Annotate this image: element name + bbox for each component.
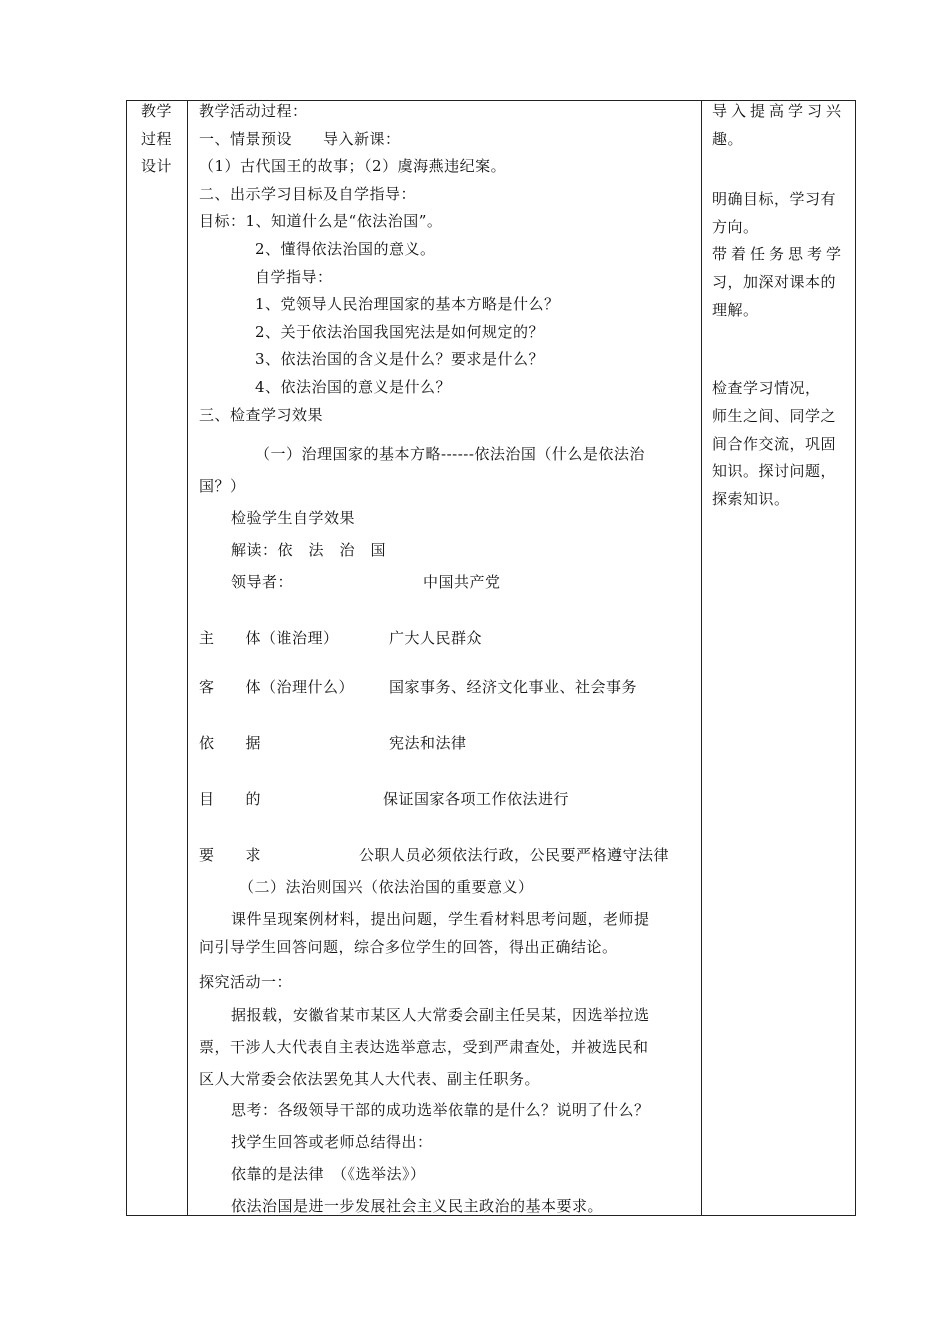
note-line: 探索知识。 bbox=[712, 490, 790, 508]
term-label: 客 体（治理什么） bbox=[199, 678, 355, 696]
term-label: 目 的 bbox=[199, 790, 262, 808]
paragraph-line: 国？） bbox=[199, 477, 246, 495]
term-value: 国家事务、经济文化事业、社会事务 bbox=[389, 678, 638, 696]
text-line: 检验学生自学效果 bbox=[231, 509, 356, 527]
note-line: 方向。 bbox=[712, 218, 759, 236]
left-col-label: 过程 bbox=[141, 130, 173, 148]
note-line: 带着任务思考学 bbox=[712, 245, 846, 263]
column-divider bbox=[701, 101, 702, 1215]
term-value: 保证国家各项工作依法进行 bbox=[383, 790, 570, 808]
term-value: 公职人员必须依法行政，公民要严格遵守法律 bbox=[359, 846, 670, 864]
paragraph-line: 问引导学生回答问题，综合多位学生的回答，得出正确结论。 bbox=[199, 938, 618, 956]
column-divider bbox=[187, 101, 188, 1215]
term-value: 广大人民群众 bbox=[389, 629, 483, 647]
goal-item: 2、懂得依法治国的意义。 bbox=[255, 240, 436, 258]
section-title: 一、情景预设 导入新课： bbox=[199, 130, 401, 148]
note-line: 导入提高学习兴 bbox=[712, 102, 846, 120]
guide-item: 4、依法治国的意义是什么？ bbox=[255, 378, 452, 396]
note-line: 习，加深对课本的 bbox=[712, 273, 837, 291]
section-heading: 教学活动过程： bbox=[199, 102, 308, 120]
paragraph-line: 依靠的是法律 （《选举法》） bbox=[231, 1165, 426, 1183]
term-label: 依 据 bbox=[199, 734, 262, 752]
paragraph-line: 票，干涉人大代表自主表达选举意志，受到严肃查处，并被选民和 bbox=[199, 1038, 649, 1056]
lesson-table bbox=[126, 100, 856, 1216]
term-label: 要 求 bbox=[199, 846, 262, 864]
paragraph-line: 找学生回答或老师总结得出： bbox=[231, 1133, 433, 1151]
term-value: 中国共产党 bbox=[423, 573, 501, 591]
term-label: 主 体（谁治理） bbox=[199, 629, 339, 647]
left-col-label: 设计 bbox=[141, 157, 173, 175]
guide-title: 自学指导： bbox=[255, 268, 333, 286]
paragraph-line: 思考：各级领导干部的成功选举依靠的是什么？说明了什么？ bbox=[231, 1101, 650, 1119]
note-line: 明确目标，学习有 bbox=[712, 190, 837, 208]
goal-item: 目标：1、知道什么是“依法治国”。 bbox=[199, 212, 443, 230]
section-title: （二）法治则国兴（依法治国的重要意义） bbox=[239, 878, 534, 896]
term-label: 领导者： bbox=[231, 573, 294, 591]
paragraph-line: 区人大常委会依法罢免其人大代表、副主任职务。 bbox=[199, 1070, 541, 1088]
section-title: 二、出示学习目标及自学指导： bbox=[199, 185, 417, 203]
paragraph-line: 依法治国是进一步发展社会主义民主政治的基本要求。 bbox=[231, 1197, 604, 1215]
paragraph-line: 课件呈现案例材料，提出问题，学生看材料思考问题，老师提 bbox=[231, 910, 650, 928]
note-line: 师生之间、同学之 bbox=[712, 407, 837, 425]
note-line: 间合作交流，巩固 bbox=[712, 435, 837, 453]
paragraph-line: 据报载，安徽省某市某区人大常委会副主任吴某，因选举拉选 bbox=[231, 1006, 650, 1024]
paragraph-line: （一）治理国家的基本方略------依法治国（什么是依法治 bbox=[255, 445, 645, 463]
left-col-label: 教学 bbox=[141, 102, 173, 120]
term-value: 宪法和法律 bbox=[389, 734, 467, 752]
section-title: 探究活动一： bbox=[199, 973, 293, 991]
guide-item: 2、关于依法治国我国宪法是如何规定的？ bbox=[255, 323, 545, 341]
text-line: 解读：依 法 治 国 bbox=[231, 541, 387, 559]
section-title: 三、检查学习效果 bbox=[199, 406, 324, 424]
note-line: 理解。 bbox=[712, 301, 759, 319]
guide-item: 1、党领导人民治理国家的基本方略是什么？ bbox=[255, 295, 560, 313]
guide-item: 3、依法治国的含义是什么？要求是什么？ bbox=[255, 350, 545, 368]
note-line: 知识。探讨问题， bbox=[712, 462, 837, 480]
text-line: （1）古代国王的故事；（2）虞海燕违纪案。 bbox=[199, 157, 507, 175]
note-line: 趣。 bbox=[712, 130, 744, 148]
note-line: 检查学习情况， bbox=[712, 379, 821, 397]
